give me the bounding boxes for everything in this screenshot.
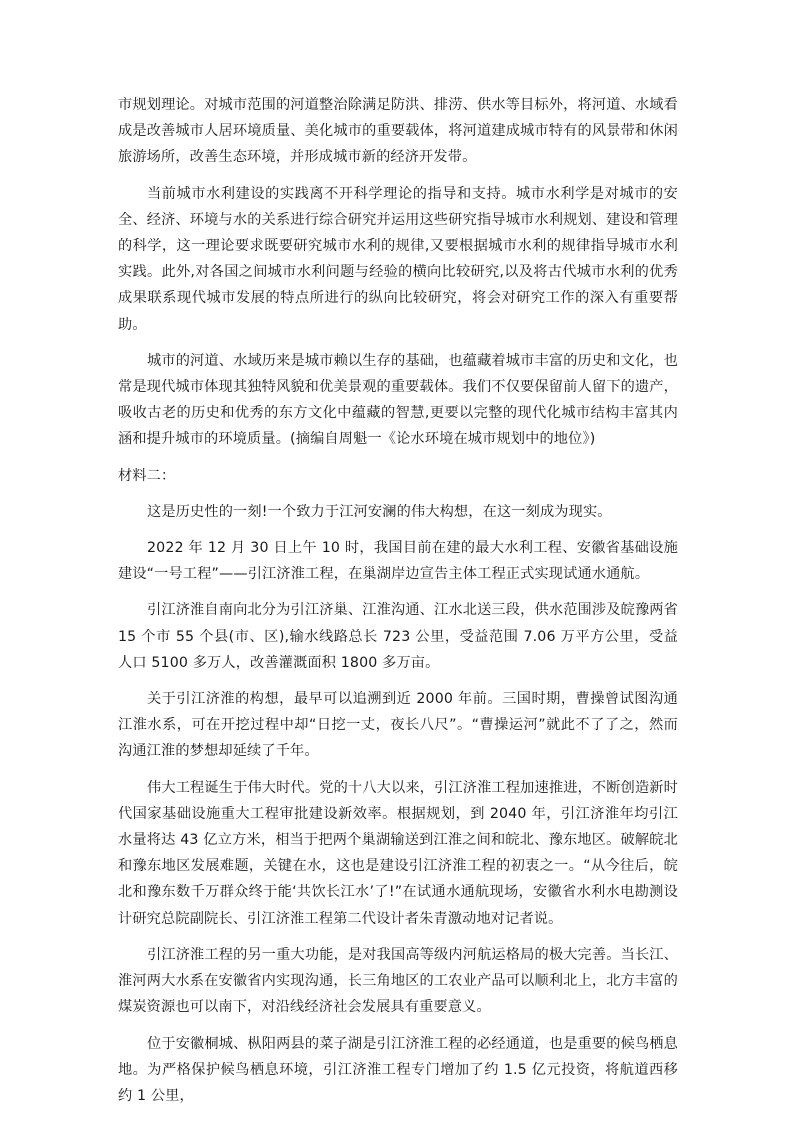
paragraph-2: 当前城市水利建设的实践离不开科学理论的指导和支持。城市水利学是对城市的安全、经济、环境与水的关系进行综合研究并运用这些研究指导城市水利规划、建设和管理的科学，这一理论要求既要研究城市水利的规律,又要根据城市水利的规律指导城市水利实践。此外,对各国之间城市水利问题与经验的横向比较研究,以及将古代城市水利的优秀成果联系现代城市发展的特点所进行的纵向比较研究，将会对研究工作的深入有重要帮助。 xyxy=(118,185,678,333)
paragraph-1: 市规划理论。对城市范围的河道整治除满足防洪、排涝、供水等目标外，将河道、水域看成是改善城市人居环境质量、美化城市的重要载体，将河道建成城市特有的风景带和休闲旅游场所，改善生态环境，并形成城市新的经济开发带。 xyxy=(118,97,678,166)
paragraph-4: 这是历史性的一刻!一个致力于江河安澜的伟大构想，在这一刻成为现实。 xyxy=(147,503,612,520)
paragraph-5: 2022 年 12 月 30 日上午 10 时，我国目前在建的最大水利工程、安徽省基础设施建设“一号工程”——引江济淮工程，在巢湖岸边宣告主体工程正式实现试通水通航。 xyxy=(118,540,678,583)
document-page xyxy=(118,92,678,1109)
material-two-heading: 材料二： xyxy=(118,467,176,484)
paragraph-8: 伟大工程诞生于伟大时代。党的十八大以来，引江济淮工程加速推进，不断创造新时代国家基础设施重大工程审批建设新效率。根据规划，到 2040 年，引江济淮年均引江水量将达 43 亿立方米，相当于把两个巢湖输送到江淮之间和皖北、豫东地区。破解皖北和豫东地区发展难题，关键在水，这也是建设引江济淮工程的初衷之一。“从今往后，皖北和豫东数千万群众终于能‘共饮长江水’了!”在试通水通航现场，安徽省水利水电勘测设计研究总院副院长、引江济淮工程第二代设计者朱青激动地对记者说。 xyxy=(118,779,678,927)
paragraph-9: 引江济淮工程的另一重大功能，是对我国高等级内河航运格局的极大完善。当长江、淮河两大水系在安徽省内实现沟通，长三角地区的工农业产品可以顺利北上，北方丰富的煤炭资源也可以南下，对沿线经济社会发展具有重要意义。 xyxy=(118,946,678,1016)
paragraph-7: 关于引江济淮的构想，最早可以追溯到近 2000 年前。三国时期，曹操曾试图沟通江淮水系，可在开挖过程中却“日挖一丈，夜长八尺”。“曹操运河”就此不了了之，然而沟通江淮的梦想却延续了千年。 xyxy=(118,691,678,760)
paragraph-6: 引江济淮自南向北分为引江济巢、江淮沟通、江水北送三段，供水范围涉及皖豫两省 15 个市 55 个县(市、区),输水线路总长 723 公里，受益范围 7.06 万平方公里，受益人口 5100 多万人，改善灌溉面积 1800 多万亩。 xyxy=(118,602,678,671)
paragraph-3: 城市的河道、水域历来是城市赖以生存的基础，也蕴藏着城市丰富的历史和文化，也常是现代城市体现其独特风貌和优美景观的重要载体。我们不仅要保留前人留下的遗产，吸收古老的历史和优秀的东方文化中蕴藏的智慧,更要以完整的现代化城市结构丰富其内涵和提升城市的环境质量。(摘编自周魁一《论水环境在城市规划中的地位》) xyxy=(118,352,678,448)
paragraph-10: 位于安徽桐城、枞阳两县的菜子湖是引江济淮工程的必经通道，也是重要的候鸟栖息地。为严格保护候鸟栖息环境，引江济淮工程专门增加了约 1.5 亿元投资，将航道西移约 1 公里， xyxy=(118,1035,678,1104)
